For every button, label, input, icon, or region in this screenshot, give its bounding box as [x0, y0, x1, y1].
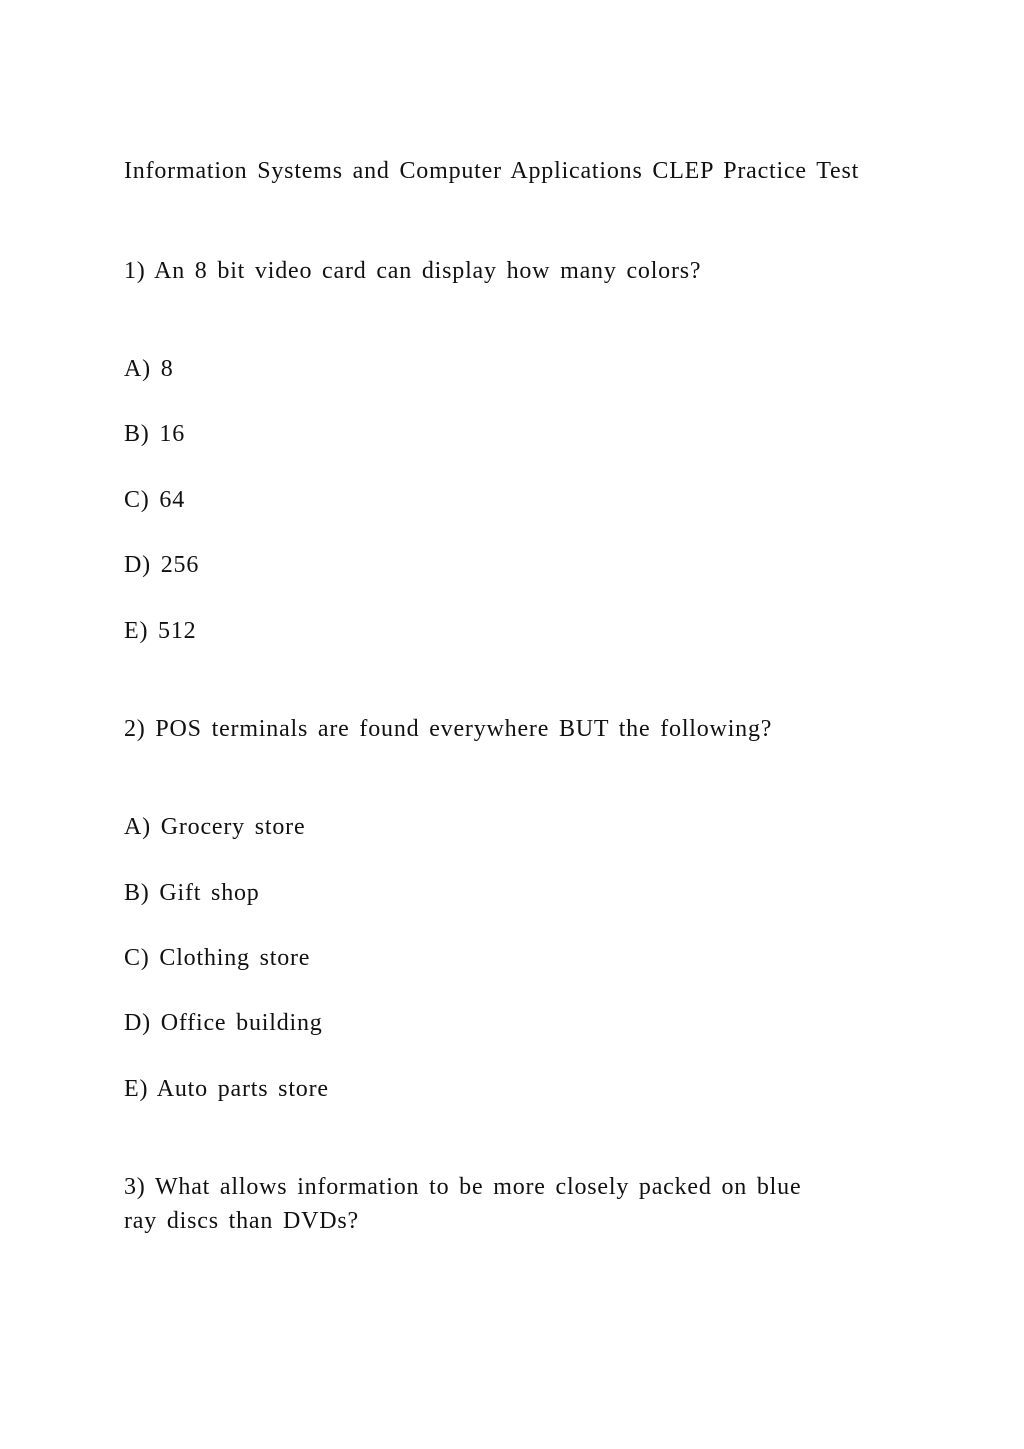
question-1-option-c: C) 64 — [124, 487, 185, 513]
document-title: Information Systems and Computer Applications CLEP Practice Test — [124, 158, 860, 184]
question-1-option-e: E) 512 — [124, 618, 197, 644]
question-3-prompt-line-1: 3) What allows information to be more closely packed on blue — [124, 1174, 802, 1200]
question-2-option-d: D) Office building — [124, 1010, 323, 1036]
question-1-option-d: D) 256 — [124, 552, 200, 578]
question-2-option-a: A) Grocery store — [124, 814, 306, 840]
question-1-option-b: B) 16 — [124, 421, 185, 447]
question-3-prompt-line-2: ray discs than DVDs? — [124, 1208, 359, 1234]
question-2-option-c: C) Clothing store — [124, 945, 311, 971]
question-1-option-a: A) 8 — [124, 356, 174, 382]
question-2-option-b: B) Gift shop — [124, 880, 260, 906]
question-1-prompt: 1) An 8 bit video card can display how many colors? — [124, 258, 702, 284]
question-2-option-e: E) Auto parts store — [124, 1076, 329, 1102]
question-2-prompt: 2) POS terminals are found everywhere BUT the following? — [124, 716, 773, 742]
